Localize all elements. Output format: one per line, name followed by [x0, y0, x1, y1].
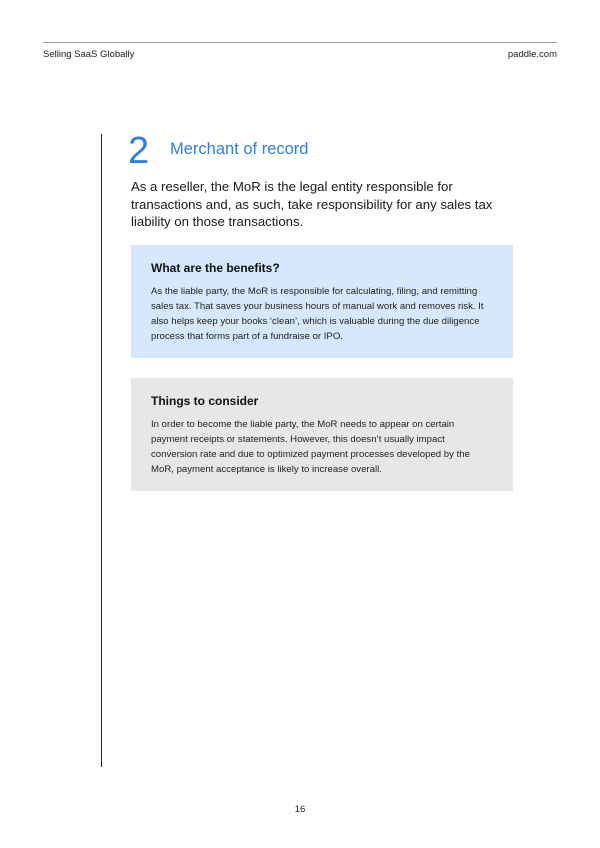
- considerations-body: In order to become the liable party, the MoR needs to appear on certain payment receipts or statements. However, this doesn’t usually impact conversion rate and due to optimized payment processes developed by the MoR, payment acceptance is likely to increase overall.: [151, 419, 470, 475]
- benefits-callout: [131, 245, 513, 358]
- considerations-title: Things to consider: [151, 394, 259, 408]
- page-number: 16: [294, 804, 306, 815]
- section-title: Merchant of record: [170, 140, 309, 158]
- website-link[interactable]: paddle.com: [507, 49, 557, 60]
- considerations-callout: [131, 378, 513, 491]
- section-intro: As a reseller, the MoR is the legal entity responsible for transactions and, as such, take responsibility for any sales tax liability on those transactions.: [131, 179, 493, 229]
- section-vertical-rule: [101, 134, 102, 767]
- benefits-title: What are the benefits?: [151, 261, 280, 275]
- header-divider: [43, 42, 557, 43]
- document-title: Selling SaaS Globally: [43, 49, 135, 60]
- section-number: 2: [128, 130, 150, 172]
- benefits-body: As the liable party, the MoR is responsible for calculating, filing, and remitting sales tax. That saves your business hours of manual work and removes risk. It also helps keep your books ‘clean’, which is valuable during the due diligence process that forms part of a fundraise or IPO.: [151, 286, 484, 342]
